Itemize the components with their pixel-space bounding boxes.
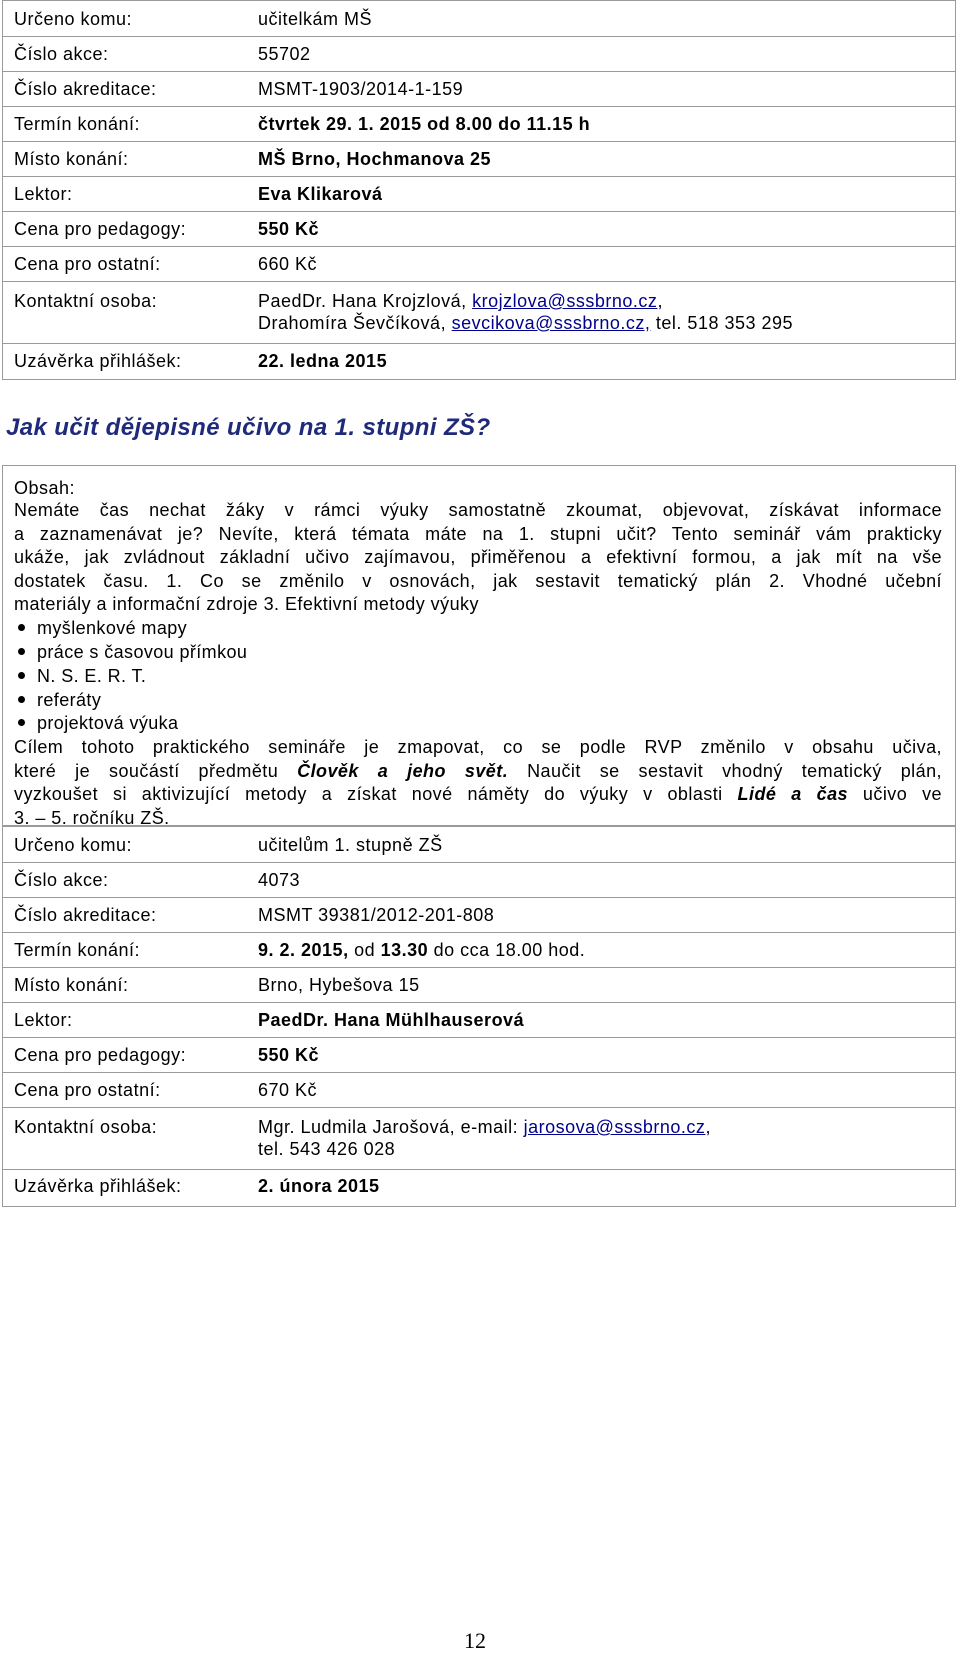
event1-value-place: MŠ Brno, Hochmanova 25 <box>258 149 492 169</box>
event1-contact-email2[interactable]: sevcikova@sssbrno.cz, <box>451 313 651 333</box>
course-title: Jak učit dějepisné učivo na 1. stupni ZŠ? <box>6 414 491 441</box>
bullet-icon <box>18 672 25 679</box>
paragraph-line: ukáže, jak zvládnout základní učivo zajímavou, přiměřenou a efektivní formou, a jak mít na vše <box>14 547 942 568</box>
event1-value-price-teachers: 550 Kč <box>258 219 320 239</box>
text-run: které je součástí předmětu <box>14 760 298 781</box>
event1-value-contact-line2 <box>258 312 793 334</box>
event2-label-place: Místo konání: <box>14 975 129 995</box>
event1-label-date: Termín konání: <box>14 114 141 134</box>
event1-value-accreditation: MSMT-1903/2014-1-159 <box>258 79 464 99</box>
event2-value-deadline: 2. února 2015 <box>258 1176 380 1196</box>
paragraph-line: dostatek času. 1. Co se změnilo v osnovách, jak sestavit tematický plán 2. Vhodné učební <box>14 570 942 591</box>
event2-label-target: Určeno komu: <box>14 835 133 855</box>
event1-contact-name2: Drahomíra Ševčíková, <box>258 313 452 333</box>
bullet-text: myšlenkové mapy <box>37 618 188 638</box>
subject-area: Lidé a čas <box>737 784 849 805</box>
event1-value-date: čtvrtek 29. 1. 2015 od 8.00 do 11.15 h <box>258 114 591 134</box>
event1-label-price-others: Cena pro ostatní: <box>14 254 161 274</box>
event2-label-contact: Kontaktní osoba: <box>14 1117 158 1137</box>
event2-label-date: Termín konání: <box>14 940 141 960</box>
event1-contact-comma: , <box>657 291 663 311</box>
content-label: Obsah: <box>14 478 76 498</box>
event1-label-accreditation: Číslo akreditace: <box>14 79 157 99</box>
bullet-item <box>14 712 178 736</box>
event2-value-price-teachers: 550 Kč <box>258 1045 320 1065</box>
event1-label-contact: Kontaktní osoba: <box>14 291 158 311</box>
event2-contact-name: Mgr. Ludmila Jarošová, e-mail: <box>258 1117 524 1137</box>
event1-contact-email1[interactable]: krojzlova@sssbrno.cz <box>472 291 658 311</box>
text-run: Naučit se sestavit vhodný tematický plán, <box>508 760 942 781</box>
event1-value-lecturer: Eva Klikarová <box>258 184 383 204</box>
subject-name: Člověk a jeho svět. <box>297 760 509 781</box>
paragraph-line: Nemáte čas nechat žáky v rámci výuky samostatně zkoumat, objevovat, získávat informace <box>14 500 942 520</box>
event2-label-price-teachers: Cena pro pedagogy: <box>14 1045 187 1065</box>
event2-value-action-no: 4073 <box>258 870 301 890</box>
bullet-text: N. S. E. R. T. <box>37 666 147 686</box>
paragraph-line <box>14 760 942 784</box>
event2-date: 9. 2. 2015, <box>258 940 349 960</box>
event1-value-action-no: 55702 <box>258 44 311 64</box>
page-number: 12 <box>464 1628 486 1653</box>
bullet-text: referáty <box>37 690 102 710</box>
event2-label-action-no: Číslo akce: <box>14 870 109 890</box>
event2-contact-phone: tel. 543 426 028 <box>258 1139 396 1159</box>
event1-label-target: Určeno komu: <box>14 9 133 29</box>
paragraph-line: Cílem tohoto praktického semináře je zmapovat, co se podle RVP změnilo v obsahu učiva, <box>14 737 942 757</box>
event2-date-from: od <box>348 940 381 960</box>
paragraph-line: 3. – 5. ročníku ZŠ. <box>14 807 170 828</box>
event2-contact-comma: , <box>705 1117 711 1137</box>
paragraph-line <box>14 783 942 807</box>
event2-label-deadline: Uzávěrka přihlášek: <box>14 1176 182 1196</box>
event1-label-price-teachers: Cena pro pedagogy: <box>14 219 187 239</box>
event2-value-lecturer: PaedDr. Hana Mühlhauserová <box>258 1010 525 1030</box>
event2-contact-email[interactable]: jarosova@sssbrno.cz <box>523 1117 706 1137</box>
bullet-icon <box>18 624 25 631</box>
event1-contact-name1: PaedDr. Hana Krojzlová, <box>258 291 473 311</box>
event2-time-start: 13.30 <box>380 940 429 960</box>
event1-label-lecturer: Lektor: <box>14 184 73 204</box>
event2-label-lecturer: Lektor: <box>14 1010 73 1030</box>
event1-value-target: učitelkám MŠ <box>258 9 373 29</box>
paragraph-line: materiály a informační zdroje 3. Efektivní metody výuky <box>14 594 479 615</box>
bullet-icon <box>18 696 25 703</box>
bullet-item <box>14 689 101 713</box>
event1-label-deadline: Uzávěrka přihlášek: <box>14 351 182 371</box>
event2-label-accreditation: Číslo akreditace: <box>14 905 157 925</box>
bullet-item <box>14 617 187 641</box>
event1-value-deadline: 22. ledna 2015 <box>258 351 388 371</box>
bullet-icon <box>18 648 25 655</box>
event2-value-target: učitelům 1. stupně ZŠ <box>258 835 443 855</box>
event2-value-date <box>258 939 585 961</box>
event2-time-end: do cca 18.00 hod. <box>428 940 586 960</box>
event1-label-place: Místo konání: <box>14 149 129 169</box>
paragraph-line: a zaznamenávat je? Nevíte, která témata máte na 1. stupni učit? Tento seminář vám prakticky <box>14 523 942 544</box>
content-paragraph-1 <box>14 499 942 617</box>
bullet-icon <box>18 719 25 726</box>
text-run: učivo ve <box>848 784 943 805</box>
text-run: vyzkoušet si aktivizující metody a získat nové náměty do výuky v oblasti <box>14 784 738 805</box>
event2-value-contact <box>258 1116 711 1138</box>
bullet-text: práce s časovou přímkou <box>37 642 248 662</box>
bullet-text: projektová výuka <box>37 713 179 733</box>
event2-label-price-others: Cena pro ostatní: <box>14 1080 161 1100</box>
bullet-item <box>14 641 247 665</box>
event1-value-contact <box>258 290 663 312</box>
bullet-item <box>14 665 146 689</box>
event1-value-price-others: 660 Kč <box>258 254 318 274</box>
event1-contact-phone: tel. 518 353 295 <box>650 313 794 333</box>
content-paragraph-2 <box>14 736 942 830</box>
event2-value-accreditation: MSMT 39381/2012-201-808 <box>258 905 495 925</box>
event1-label-action-no: Číslo akce: <box>14 44 109 64</box>
event2-value-price-others: 670 Kč <box>258 1080 318 1100</box>
event2-value-place: Brno, Hybešova 15 <box>258 975 420 995</box>
